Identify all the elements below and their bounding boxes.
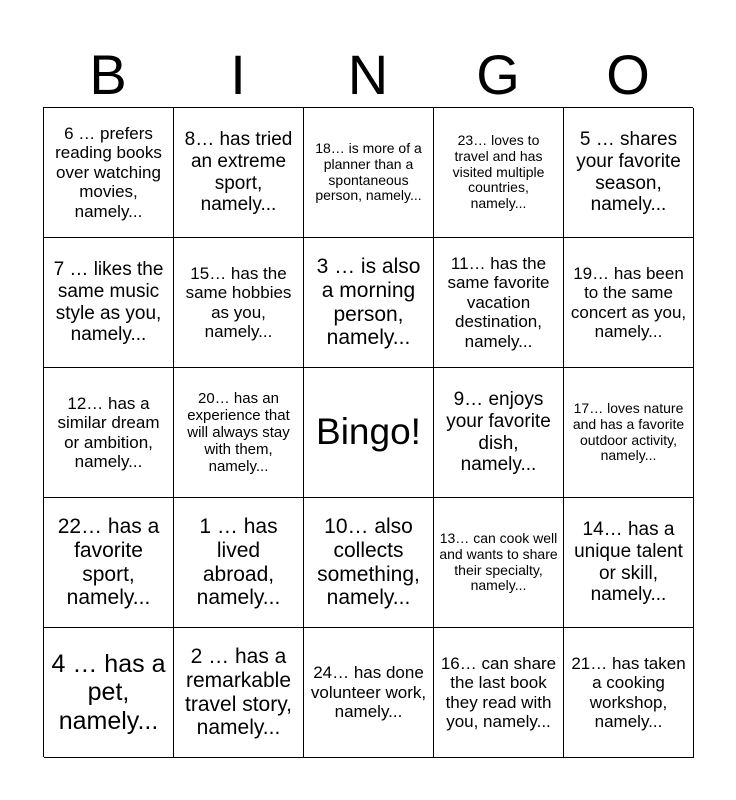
bingo-cell[interactable]: 15… has the same hobbies as you, namely... bbox=[174, 238, 304, 368]
bingo-cell[interactable]: 21… has taken a cooking workshop, namely... bbox=[564, 628, 694, 758]
header-letter-g: G bbox=[476, 43, 520, 106]
bingo-cell[interactable]: 11… has the same favorite vacation destination, namely... bbox=[434, 238, 564, 368]
header-letter-i: I bbox=[230, 43, 246, 106]
bingo-cell[interactable]: 23… loves to travel and has visited multiple countries, namely... bbox=[434, 108, 564, 238]
bingo-cell[interactable]: 19… has been to the same concert as you, namely... bbox=[564, 238, 694, 368]
bingo-board bbox=[43, 107, 693, 757]
bingo-cell[interactable]: 18… is more of a planner than a spontaneous person, namely... bbox=[304, 108, 434, 238]
bingo-cell[interactable]: 2 … has a remarkable travel story, namely... bbox=[174, 628, 304, 758]
bingo-cell[interactable]: 14… has a unique talent or skill, namely... bbox=[564, 498, 694, 628]
bingo-cell[interactable]: 10… also collects something, namely... bbox=[304, 498, 434, 628]
bingo-cell[interactable]: 13… can cook well and wants to share their specialty, namely... bbox=[434, 498, 564, 628]
header-letter-n: N bbox=[347, 43, 389, 106]
header-letter-b: B bbox=[89, 43, 127, 106]
free-space-cell[interactable]: Bingo! bbox=[304, 368, 434, 498]
bingo-cell[interactable]: 9… enjoys your favorite dish, namely... bbox=[434, 368, 564, 498]
bingo-cell[interactable]: 5 … shares your favorite season, namely... bbox=[564, 108, 694, 238]
bingo-cell[interactable]: 4 … has a pet, namely... bbox=[44, 628, 174, 758]
bingo-cell[interactable]: 16… can share the last book they read with you, namely... bbox=[434, 628, 564, 758]
bingo-cell[interactable]: 24… has done volunteer work, namely... bbox=[304, 628, 434, 758]
bingo-cell[interactable]: 6 … prefers reading books over watching movies, namely... bbox=[44, 108, 174, 238]
bingo-cell[interactable]: 3 … is also a morning person, namely... bbox=[304, 238, 434, 368]
bingo-cell[interactable]: 17… loves nature and has a favorite outdoor activity, namely... bbox=[564, 368, 694, 498]
bingo-cell[interactable]: 22… has a favorite sport, namely... bbox=[44, 498, 174, 628]
bingo-cell[interactable]: 12… has a similar dream or ambition, namely... bbox=[44, 368, 174, 498]
bingo-cell[interactable]: 8… has tried an extreme sport, namely... bbox=[174, 108, 304, 238]
bingo-cell[interactable]: 20… has an experience that will always stay with them, namely... bbox=[174, 368, 304, 498]
bingo-cell[interactable]: 7 … likes the same music style as you, namely... bbox=[44, 238, 174, 368]
bingo-header bbox=[43, 44, 693, 106]
bingo-cell[interactable]: 1 … has lived abroad, namely... bbox=[174, 498, 304, 628]
header-letter-o: O bbox=[606, 43, 650, 106]
